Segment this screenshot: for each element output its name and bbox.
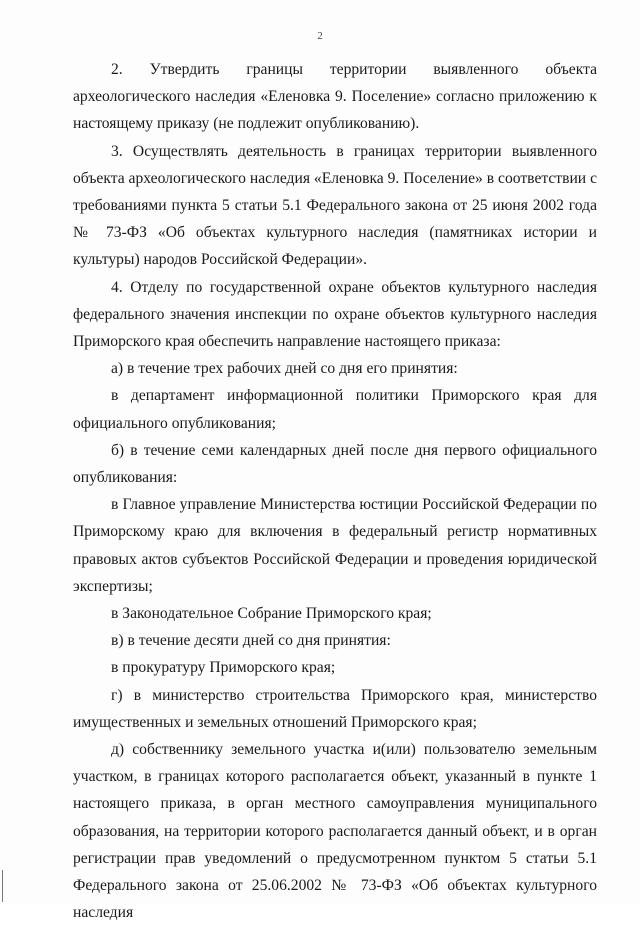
paragraph-item-a: а) в течение трех рабочих дней со дня его принятия: [111,360,458,378]
paragraph-department-instruction: 4. Отделу по государственной охране объектов культурного наследия федерального значения инспекции по охране объектов культурного наследия Приморского края обеспечить направление настоящего приказа: [73,278,597,351]
paragraph-information-policy-department: в департамент информационной политики Приморского края для официального опубликования; [73,387,597,432]
paragraph-approve-boundaries: 2. Утвердить границы территории выявленного объекта археологического наследия «Еленовка 9. Поселение» согласно приложению к настоящему приказу (не подлежит опубликованию). [73,61,597,133]
paragraph-justice-ministry: в Главное управление Министерства юстиции Российской Федерации по Приморскому краю для включения в федеральный регистр нормативных правовых актов субъектов Российской Федерации и проведения юридической экспертизы; [73,496,597,595]
paragraph-prosecutor-office: в прокуратуру Приморского края; [111,659,336,677]
paragraph-item-v: в) в течение десяти дней со дня принятия: [111,632,391,650]
page-number: 2 [317,30,323,42]
paragraph-legislative-assembly: в Законодательное Собрание Приморского края; [111,605,432,623]
paragraph-item-g: г) в министерство строительства Приморского края, министерство имущественных и земельных отношений Приморского края; [73,686,597,731]
paragraph-item-d: д) собственнику земельного участка и(или) пользователю земельным участком, в границах которого располагается объект, указанный в пункте 1 настоящего приказа, в орган местного самоуправления муниципального образования, на территории которого располагается данный объект, и в орган регистрации прав уведомлений о предусмотренном пунктом 5 статьи 5.1 Федерального закона от 25.06.2002 № 73-ФЗ «Об объектах культурного наследия [73,741,597,922]
paragraph-item-b: б) в течение семи календарных дней после дня первого официального опубликования: [73,441,597,487]
scan-edge-mark [2,870,3,902]
paragraph-activity-within-boundaries: 3. Осуществлять деятельность в границах территории выявленного объекта археологического наследия «Еленовка 9. Поселение» в соответствии с требованиями пункта 5 статьи 5.1 Федерального закона от 25 июня 2002 года № 73-ФЗ «Об объектах культурного наследия (памятниках истории и культуры) народов Российской Федерации». [73,142,597,269]
document-body [73,56,597,927]
